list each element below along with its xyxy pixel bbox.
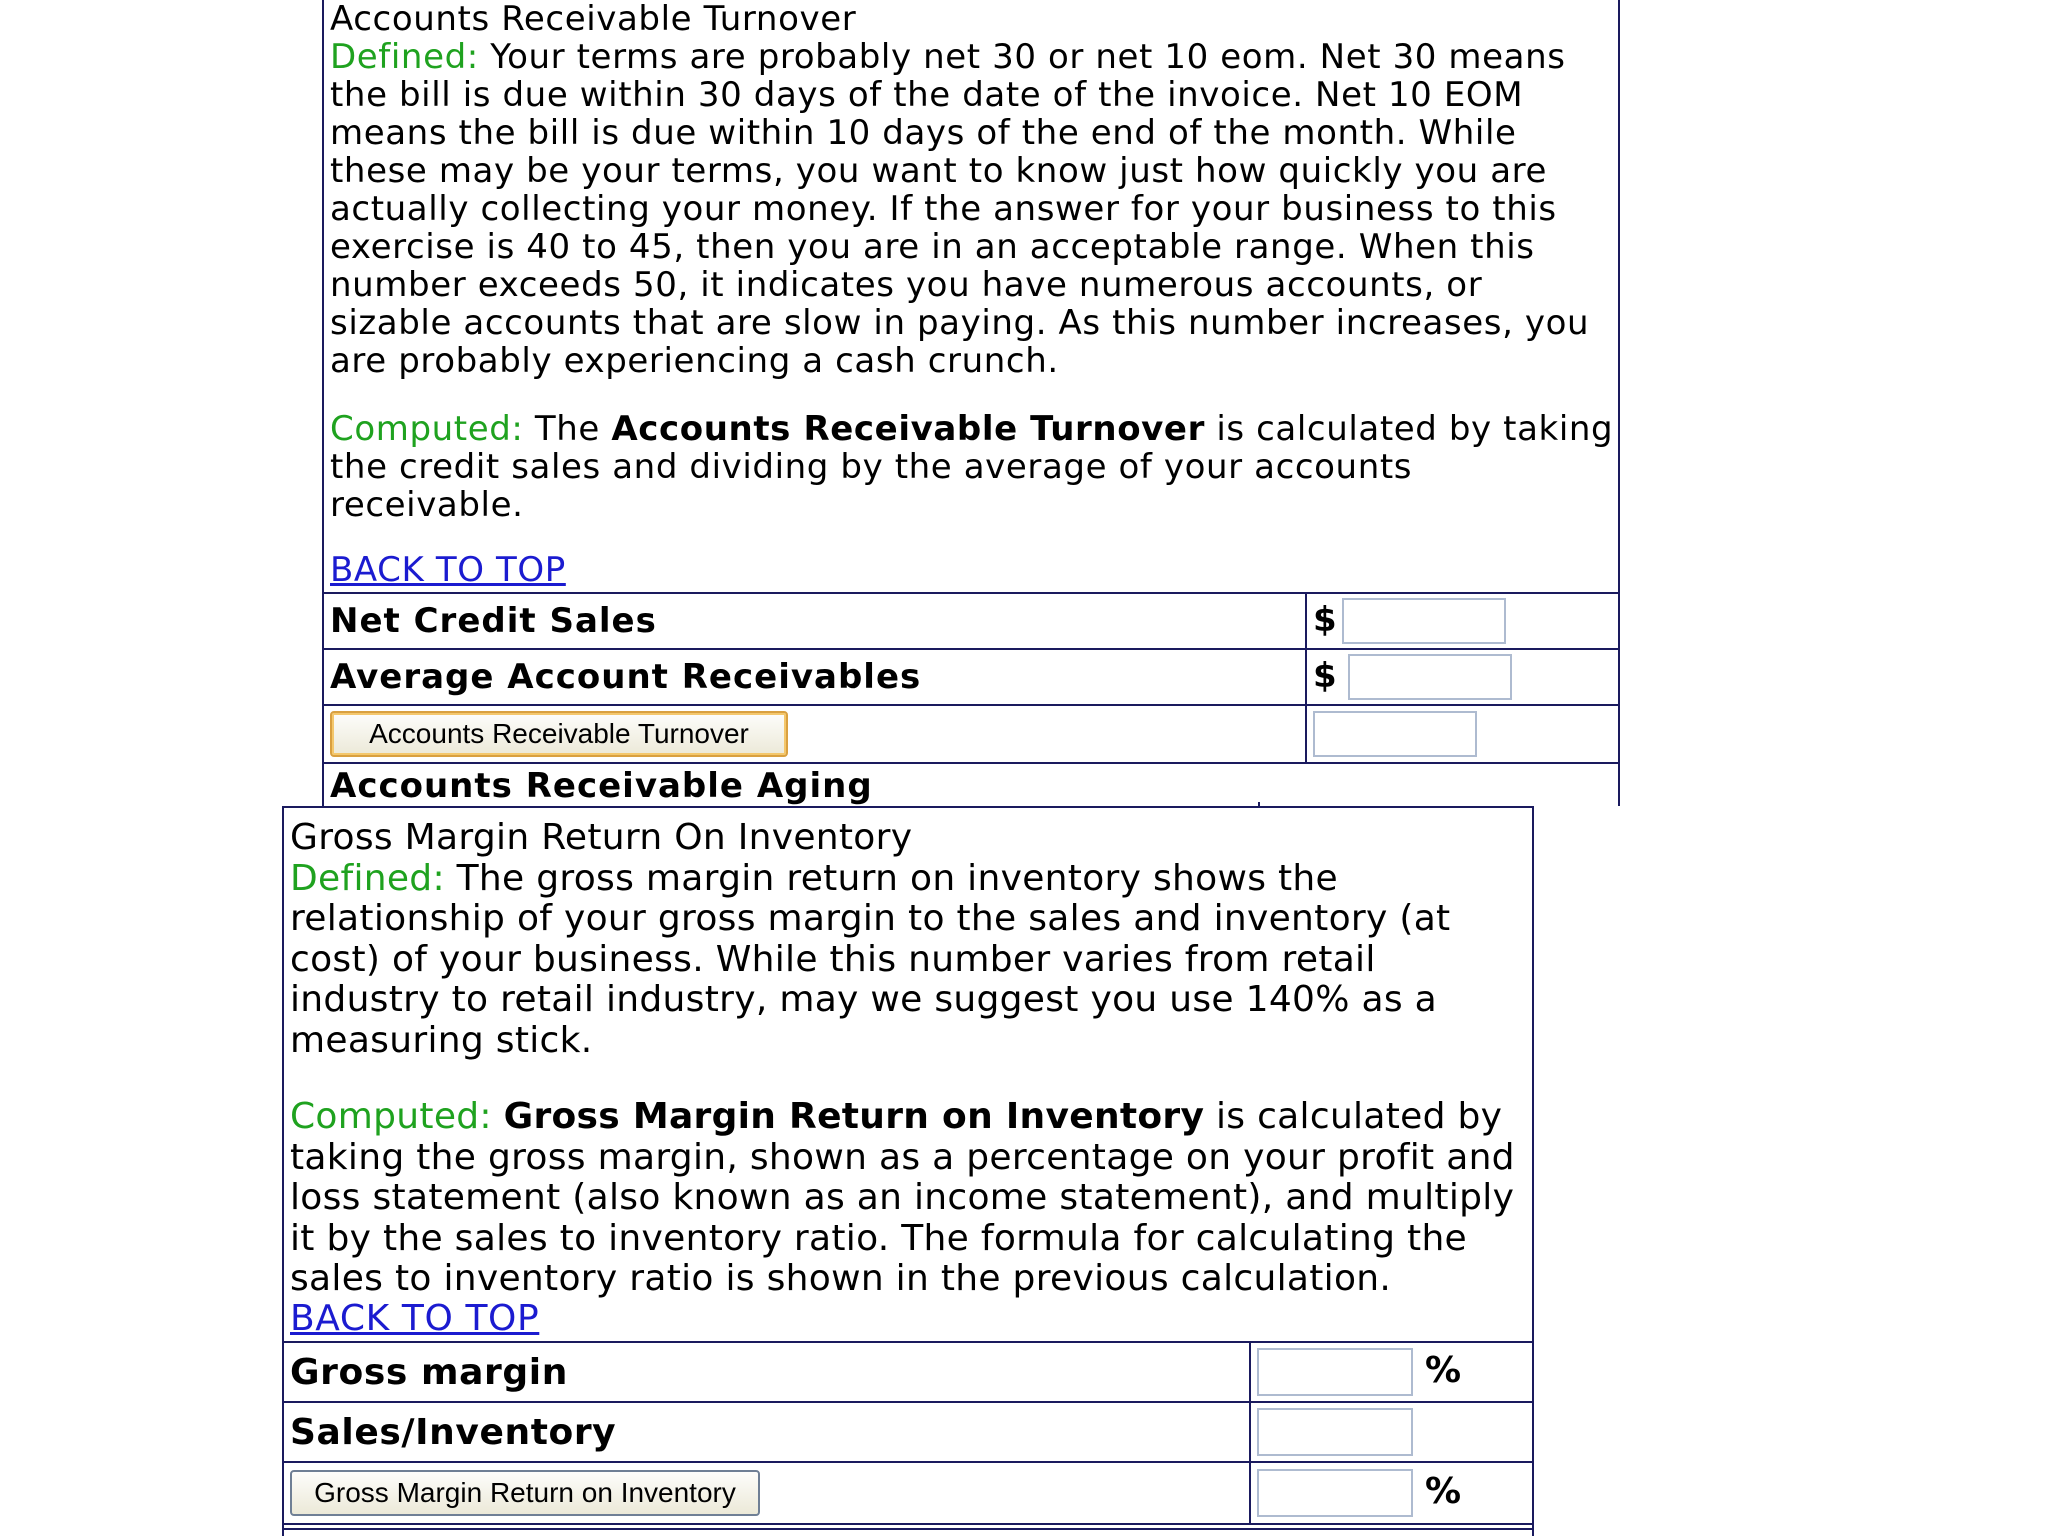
gmroi-compute-row (284, 1462, 1532, 1524)
ar-result-cell (1306, 705, 1618, 763)
ar-average-receivables-row (324, 649, 1618, 705)
gmroi-description (290, 818, 1528, 1300)
ar-turnover-panel (322, 0, 1620, 806)
average-account-receivables-cell (1306, 649, 1618, 705)
net-credit-sales-cell (1306, 593, 1618, 649)
ar-computed-pre: The (523, 409, 612, 449)
sales-inventory-label: Sales/Inventory (284, 1402, 1250, 1462)
gross-margin-return-on-inventory-button[interactable]: Gross Margin Return on Inventory (290, 1470, 760, 1516)
ar-calculator-table (324, 592, 1618, 764)
ar-defined-text: Your terms are probably net 30 or net 10 eom. Net 30 means the bill is due within 30 days of the date of the invoice. Net 10 EOM means the bill is due within 10 days of the end of the month. While these may be your terms, you want to know just how quickly you are actually collecting your money. If the answer for your business to this exercise is 40 to 45, then you are in an acceptable range. When this number exceeds 50, it indicates you have numerous accounts, or sizable accounts that are slow in paying. As this number increases, you are probably experiencing a cash crunch. (330, 37, 1590, 381)
sales-inventory-input[interactable] (1257, 1408, 1413, 1456)
ar-section-title: Accounts Receivable Turnover (330, 0, 857, 39)
ar-computed-paragraph (330, 410, 1614, 524)
sales-inventory-cell (1250, 1402, 1532, 1462)
gmroi-computed-label: Computed: (290, 1096, 492, 1137)
ar-net-credit-sales-row (324, 593, 1618, 649)
dollar-sign: $ (1313, 599, 1338, 640)
ar-compute-button-cell (324, 705, 1306, 763)
gmroi-computed-term: Gross Margin Return on Inventory (503, 1096, 1205, 1137)
gmroi-calculator-table (284, 1341, 1532, 1525)
net-credit-sales-input[interactable] (1342, 598, 1506, 644)
ar-computed-text: is calculated by taking the credit sales and dividing by the average of your accounts receivable. (330, 409, 1614, 525)
gross-margin-row (284, 1342, 1532, 1402)
ar-defined-label: Defined: (330, 37, 479, 77)
gmroi-defined-label: Defined: (290, 857, 445, 899)
accounts-receivable-turnover-result[interactable] (1313, 711, 1477, 757)
gmroi-defined-text: The gross margin return on inventory shows the relationship of your gross margin to the sales and inventory (at cost) of your business. While this number varies from retail industry to retail industry, may we suggest you use 140% as a measuring stick. (290, 857, 1451, 1061)
table-bottom-border (284, 1528, 1532, 1530)
paragraph-gap (330, 380, 1614, 410)
sales-inventory-row (284, 1402, 1532, 1462)
ar-compute-row (324, 705, 1618, 763)
ar-aging-section-title: Accounts Receivable Aging (330, 766, 873, 806)
ar-description (330, 0, 1614, 524)
accounts-receivable-turnover-button[interactable]: Accounts Receivable Turnover (330, 711, 788, 757)
gmroi-back-to-top-link[interactable]: BACK TO TOP (290, 1298, 540, 1339)
percent-sign: % (1425, 1350, 1462, 1391)
dollar-sign: $ (1313, 655, 1338, 696)
ar-computed-term: Accounts Receivable Turnover (611, 409, 1205, 449)
gmroi-panel (282, 806, 1534, 1536)
average-account-receivables-input[interactable] (1348, 654, 1512, 700)
gmroi-compute-button-cell (284, 1462, 1250, 1524)
gmroi-computed-text: is calculated by taking the gross margin, shown as a percentage on your profit and loss statement (also known as an income statement), and multiply it by the sales to inventory ratio. The formula for calculating the sales to inventory ratio is shown in the previous calculation. (290, 1096, 1515, 1299)
gmroi-defined-paragraph (290, 859, 1528, 1062)
gross-margin-return-on-inventory-result[interactable] (1257, 1469, 1413, 1517)
gross-margin-label: Gross margin (284, 1342, 1250, 1402)
gross-margin-cell (1250, 1342, 1532, 1402)
gmroi-computed-paragraph (290, 1097, 1528, 1300)
ar-back-to-top-link[interactable]: BACK TO TOP (330, 550, 566, 590)
net-credit-sales-label: Net Credit Sales (324, 593, 1306, 649)
ar-defined-paragraph (330, 38, 1614, 380)
paragraph-gap (290, 1061, 1528, 1097)
gmroi-result-cell (1250, 1462, 1532, 1524)
average-account-receivables-label: Average Account Receivables (324, 649, 1306, 705)
percent-sign: % (1425, 1471, 1462, 1512)
gross-margin-input[interactable] (1257, 1348, 1413, 1396)
ar-computed-label: Computed: (330, 409, 524, 449)
gmroi-section-title: Gross Margin Return On Inventory (290, 817, 913, 858)
